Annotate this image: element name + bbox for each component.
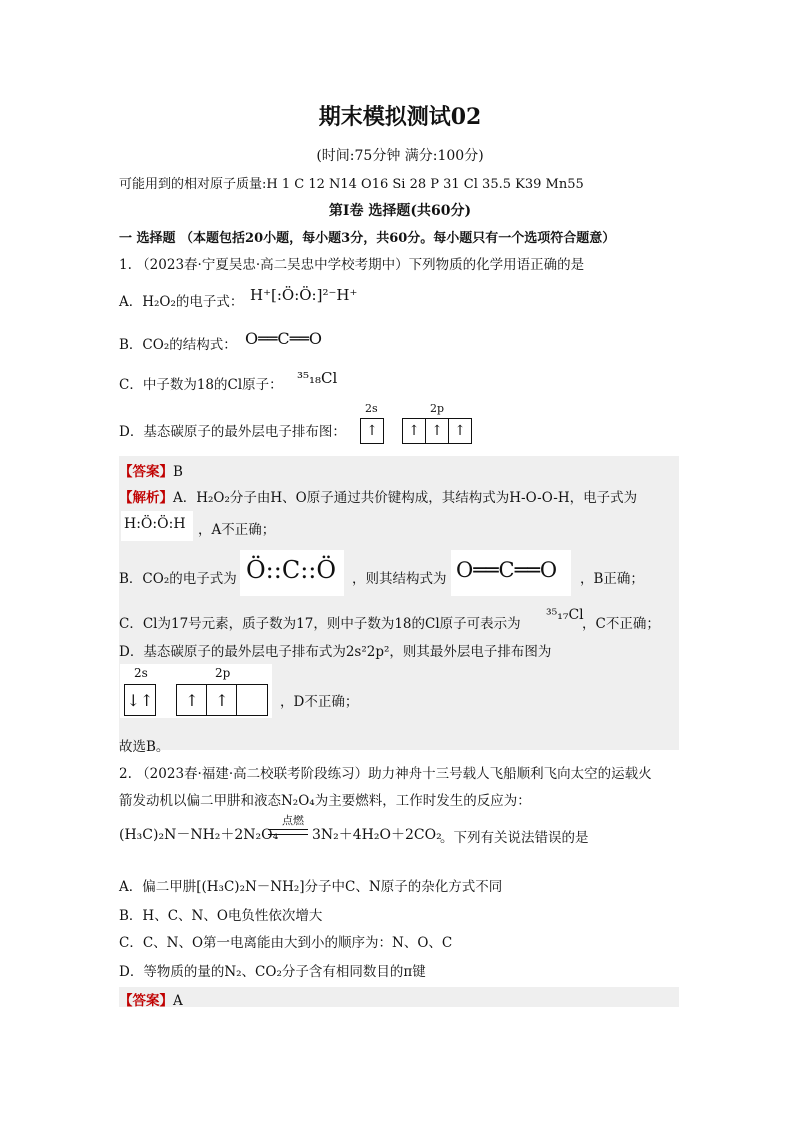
down-arrow-icon: ↓ (126, 690, 140, 710)
orbital-box (176, 684, 208, 716)
q1-option-a-formula: H⁺[:Ö:Ö:]²⁻H⁺ (250, 286, 358, 304)
analysis-c-end: ，C不正确； (582, 616, 660, 632)
q2-option-c: C．C、N、O第一电离能由大到小的顺序为：N、O、C (119, 935, 453, 951)
analysis-a-end: ，A不正确； (198, 522, 276, 538)
analysis-d-text: D．基态碳原子的最外层电子排布式为2s²2p²，则其最外层电子排布图为 (119, 644, 552, 660)
analysis-b-formula: Ö::C::Ö (246, 556, 337, 584)
analysis-b-text: B．CO₂的电子式为 (119, 571, 237, 587)
q2-option-d: D．等物质的量的N₂、CO₂分子含有相同数目的π键 (119, 964, 426, 980)
q1-option-a: A．H₂O₂的电子式： (119, 294, 244, 310)
atomic-mass-note: 可能用到的相对原子质量:H 1 C 12 N14 O16 Si 28 P 31 Cl 35.5 K39 Mn55 (119, 177, 584, 192)
q1-option-b-formula: O══C══O (245, 329, 323, 348)
up-arrow-icon: ↑ (454, 423, 466, 439)
q1-option-c: C．中子数为18的Cl原子： (119, 377, 283, 393)
analysis-tag: 【解析】 (119, 490, 173, 506)
orbital-box (402, 418, 426, 444)
up-arrow-icon: ↑ (408, 423, 420, 439)
orbital-diagram-q1-2s (360, 418, 384, 442)
q2-stem-line1: 2. （2023春·福建·高二校联考阶段练习）助力神舟十三号载人飞船顺利飞向太空的运载火 (119, 766, 652, 782)
orbital-box (206, 684, 238, 716)
q1-analysis-a (119, 486, 637, 506)
q1-stem: 1. （2023春·宁夏吴忠·高二吴忠中学校考期中）下列物质的化学用语正确的是 (119, 257, 585, 273)
orbital-box (425, 418, 449, 444)
page-subtitle: (时间:75分钟 满分:100分) (316, 148, 484, 164)
q1-answer (119, 460, 183, 480)
analysis-c-formula: ³⁵₁₇Cl (546, 607, 584, 623)
orbital-box (124, 684, 156, 716)
q2-option-b: B．H、C、N、O电负性依次增大 (119, 908, 323, 924)
equation-right: 3N₂＋4H₂O＋2CO₂ (312, 827, 442, 843)
orbital-box (236, 684, 268, 716)
analysis-a-text: A．H₂O₂分子由H、O原子通过共价键构成，其结构式为H-O-O-H，电子式为 (173, 490, 638, 506)
answer-value: A (173, 993, 183, 1009)
section-title: 第Ⅰ卷 选择题(共60分) (328, 203, 472, 219)
orbital-diagram-q1-2p (402, 418, 476, 442)
answer-tag: 【答案】 (119, 993, 173, 1009)
up-arrow-icon: ↑ (431, 423, 443, 439)
q1-conclusion: 故选B。 (119, 739, 170, 755)
analysis-b-end: ，B正确； (580, 571, 644, 587)
orbital-box (448, 418, 472, 444)
orbital-2p-label-answer: 2p (215, 666, 231, 680)
answer-tag: 【答案】 (119, 464, 173, 480)
equation-tail: 。下列有关说法错误的是 (440, 830, 589, 846)
orbital-diagram-answer-2s (124, 684, 156, 714)
up-arrow-icon: ↑ (185, 690, 199, 710)
q1-option-c-formula: ³⁵₁₈Cl (297, 369, 338, 387)
page-title: 期末模拟测试02 (318, 104, 482, 130)
up-arrow-icon: ↑ (140, 690, 154, 710)
analysis-d-end: ，D不正确； (280, 694, 359, 710)
orbital-2s-label: 2s (365, 402, 378, 415)
orbital-box (360, 418, 384, 444)
q1-option-d: D．基态碳原子的最外层电子排布图： (119, 424, 346, 440)
q2-answer-block (119, 987, 679, 1007)
section-intro: 一 选择题 （本题包括20小题，每小题3分，共60分。每小题只有一个选项符合题意） (119, 231, 616, 246)
q2-option-a: A．偏二甲肼[(H₃C)₂N－NH₂]分子中C、N原子的杂化方式不同 (119, 879, 503, 895)
analysis-a-formula: H:Ö:Ö:H (124, 516, 186, 532)
q1-option-b: B．CO₂的结构式： (119, 337, 237, 353)
equation-left: (H₃C)₂N－NH₂＋2N₂O₄ (119, 827, 279, 843)
answer-value: B (173, 464, 183, 480)
orbital-2s-label-answer: 2s (134, 666, 148, 680)
q2-stem-line2: 箭发动机以偏二甲肼和液态N₂O₄为主要燃料，工作时发生的反应为： (119, 793, 531, 809)
q2-answer (119, 989, 183, 1009)
analysis-b-formula2: O══C══O (456, 558, 558, 582)
up-arrow-icon: ↑ (366, 423, 378, 439)
orbital-diagram-answer-2p (176, 684, 270, 714)
analysis-c-text: C．Cl为17号元素，质子数为17，则中子数为18的Cl原子可表示为 (119, 616, 521, 632)
up-arrow-icon: ↑ (215, 690, 229, 710)
analysis-b-mid: ，则其结构式为 (352, 571, 447, 587)
orbital-2p-label: 2p (430, 402, 445, 415)
equation-condition: 点燃 (282, 814, 304, 827)
